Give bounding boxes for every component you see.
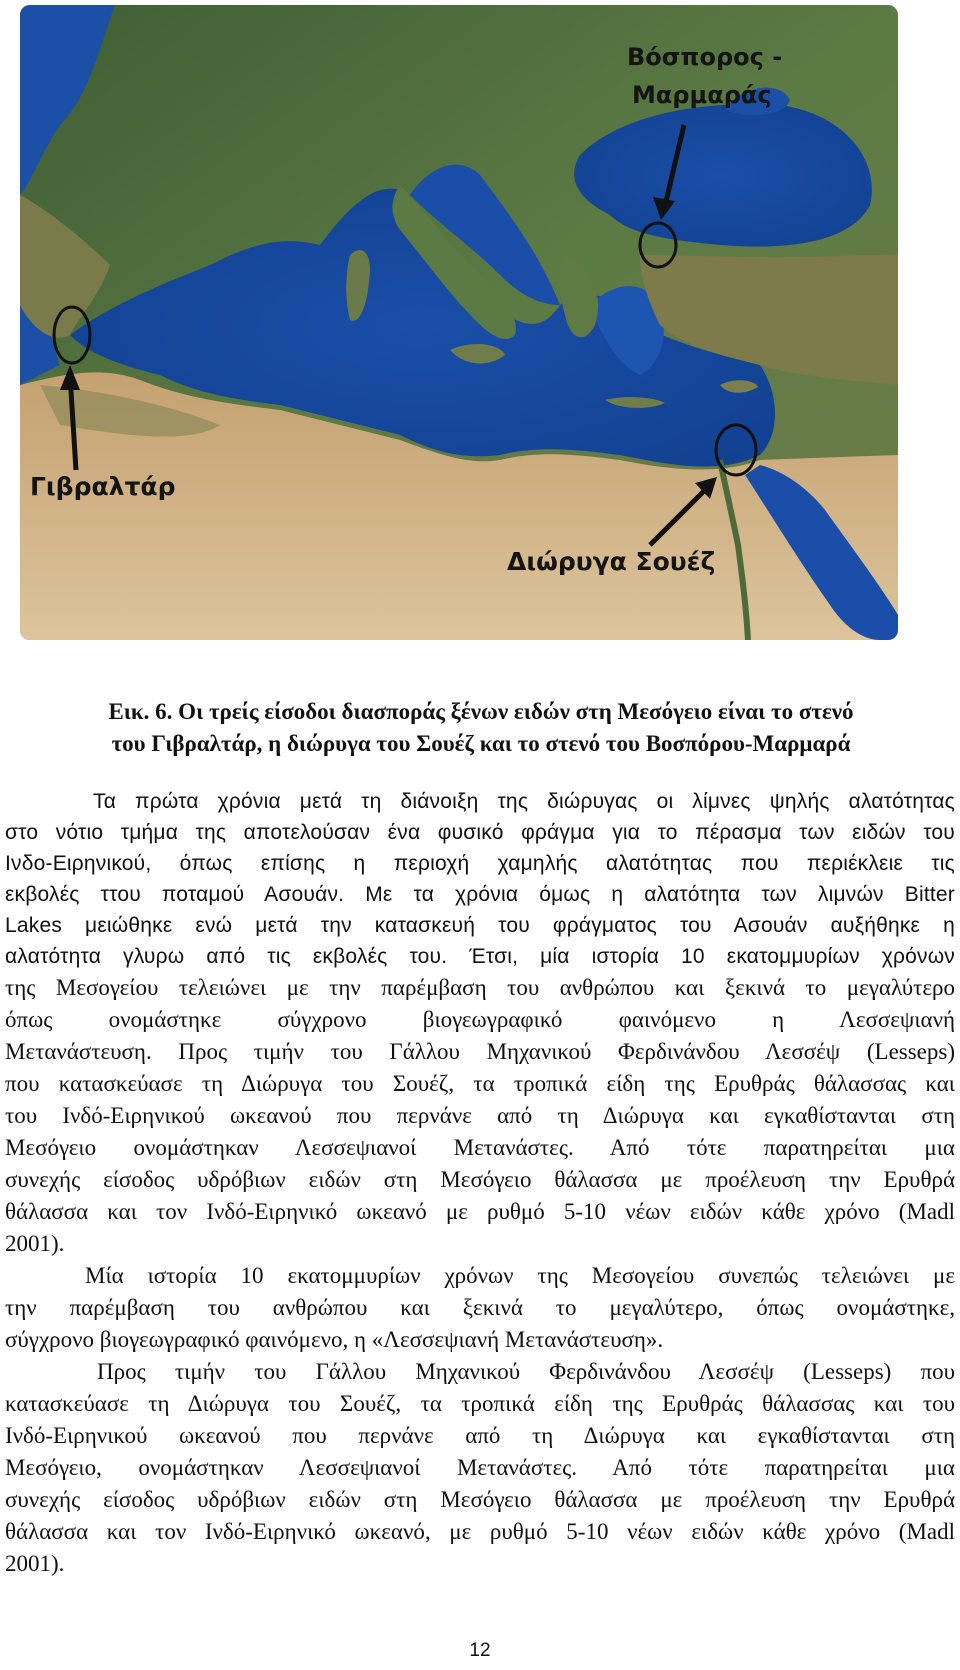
paragraph-line: σύγχρονο βιογεωγραφικό φαινόμενο, η «Λεσσεψιανή Μετανάστευση».	[5, 1327, 664, 1352]
paragraph-2	[5, 1260, 955, 1356]
bosporus-label-line2: Μαρμαράς	[632, 81, 772, 109]
paragraph-line: Ινδό-Ειρηνικού ωκεανού που περνάνε από τη Διώρυγα και εγκαθίστανται στη	[5, 1423, 955, 1448]
paragraph-line: που κατασκεύασε τη Διώρυγα του Σουέζ, τα τροπικά είδη της Ερυθράς θάλασσας και	[5, 1071, 955, 1096]
page-number: 12	[469, 1640, 491, 1661]
paragraph-line: Μεσόγειο, ονομάστηκαν Λεσσεψιανοί Μετανάστες. Από τότε παρατηρείται μια	[5, 1455, 955, 1480]
caption-line: του Γιβραλτάρ, η διώρυγα του Σουέζ και το στενό του Βοσπόρου-Μαρμαρά	[111, 731, 851, 756]
paragraph-line: κατασκεύασε τη Διώρυγα του Σουέζ, τα τροπικά είδη της Ερυθράς θάλασσας και του	[5, 1391, 955, 1416]
paragraph-3	[5, 1356, 955, 1580]
paragraph-line: της Μεσογείου τελειώνει με την παρέμβαση του ανθρώπου και ξεκινά το μεγαλύτερο	[5, 975, 955, 1000]
bosporus-label-line1: Βόσπορος -	[627, 43, 783, 71]
paragraph-line: όπως ονομάστηκε σύγχρονο βιογεωγραφικό φαινόμενο η Λεσσεψιανή	[5, 1007, 955, 1032]
paragraph-line: θάλασσα και τον Ινδό-Ειρηνικό ωκεανό με ρυθμό 5-10 νέων ειδών κάθε χρόνο (Madl	[5, 1199, 955, 1224]
paragraph-1	[5, 786, 955, 972]
paragraph-line: 2001).	[5, 1551, 65, 1576]
mediterranean-map-figure	[20, 5, 898, 640]
gibraltar-label: Γιβραλτάρ	[30, 472, 176, 501]
paragraph-line: συνεχής είσοδος υδρόβιων ειδών στη Μεσόγειο θάλασσα με προέλευση την Ερυθρά	[5, 1167, 955, 1192]
paragraph-1-continued	[5, 972, 955, 1260]
paragraph-line: Τα πρώτα χρόνια μετά τη διάνοιξη της διώρυγας οι λίμνες ψηλής αλατότητας	[93, 790, 955, 813]
paragraph-line: εκβολές ττου ποταμού Ασουάν. Με τα χρόνια όμως η αλατότητα των λιμνών Bitter	[5, 883, 955, 906]
figure-caption	[26, 696, 936, 760]
paragraph-line: αλατότητα γλυρω από τις εκβολές του. Έτσι, μία ιστορία 10 εκατομμυρίων χρόνων	[5, 945, 955, 968]
paragraph-line: 2001).	[5, 1231, 65, 1256]
body-text	[5, 786, 955, 1580]
paragraph-line: Μεσόγειο ονομάστηκαν Λεσσεψιανοί Μετανάστες. Από τότε παρατηρείται μια	[5, 1135, 955, 1160]
suez-label: Διώρυγα Σουέζ	[507, 547, 716, 576]
paragraph-line: του Ινδό-Ειρηνικού ωκεανού που περνάνε από τη Διώρυγα και εγκαθίστανται στη	[5, 1103, 955, 1128]
paragraph-line: στο νότιο τμήμα της αποτελούσαν ένα φυσικό φράγμα για το πέρασμα των ειδών του	[5, 821, 955, 844]
paragraph-line: Μετανάστευση. Προς τιμήν του Γάλλου Μηχανικού Φερδινάνδου Λεσσέψ (Lesseps)	[5, 1039, 955, 1064]
paragraph-line: Μία ιστορία 10 εκατομμυρίων χρόνων της Μεσογείου συνεπώς τελειώνει με	[85, 1263, 955, 1288]
paragraph-line: Προς τιμήν του Γάλλου Μηχανικού Φερδινάνδου Λεσσέψ (Lesseps) που	[97, 1359, 955, 1384]
paragraph-line: Lakes μειώθηκε ενώ μετά την κατασκευή του φράγματος του Ασουάν αυξήθηκε η	[5, 914, 955, 937]
paragraph-line: θάλασσα και τον Ινδό-Ειρηνικό ωκεανό, με ρυθμό 5-10 νέων ειδών κάθε χρόνο (Madl	[5, 1519, 955, 1544]
caption-line: Εικ. 6. Οι τρείς είσοδοι διασποράς ξένων ειδών στη Μεσόγειο είναι το στενό	[108, 699, 854, 724]
paragraph-line: συνεχής είσοδος υδρόβιων ειδών στη Μεσόγειο θάλασσα με προέλευση την Ερυθρά	[5, 1487, 955, 1512]
paragraph-line: την παρέμβαση του ανθρώπου και ξεκινά το μεγαλύτερο, όπως ονομάστηκε,	[5, 1295, 955, 1320]
map-illustration	[20, 5, 898, 640]
paragraph-line: Ινδο-Ειρηνικού, όπως επίσης η περιοχή χαμηλής αλατότητας που περιέκλειε τις	[5, 852, 955, 875]
